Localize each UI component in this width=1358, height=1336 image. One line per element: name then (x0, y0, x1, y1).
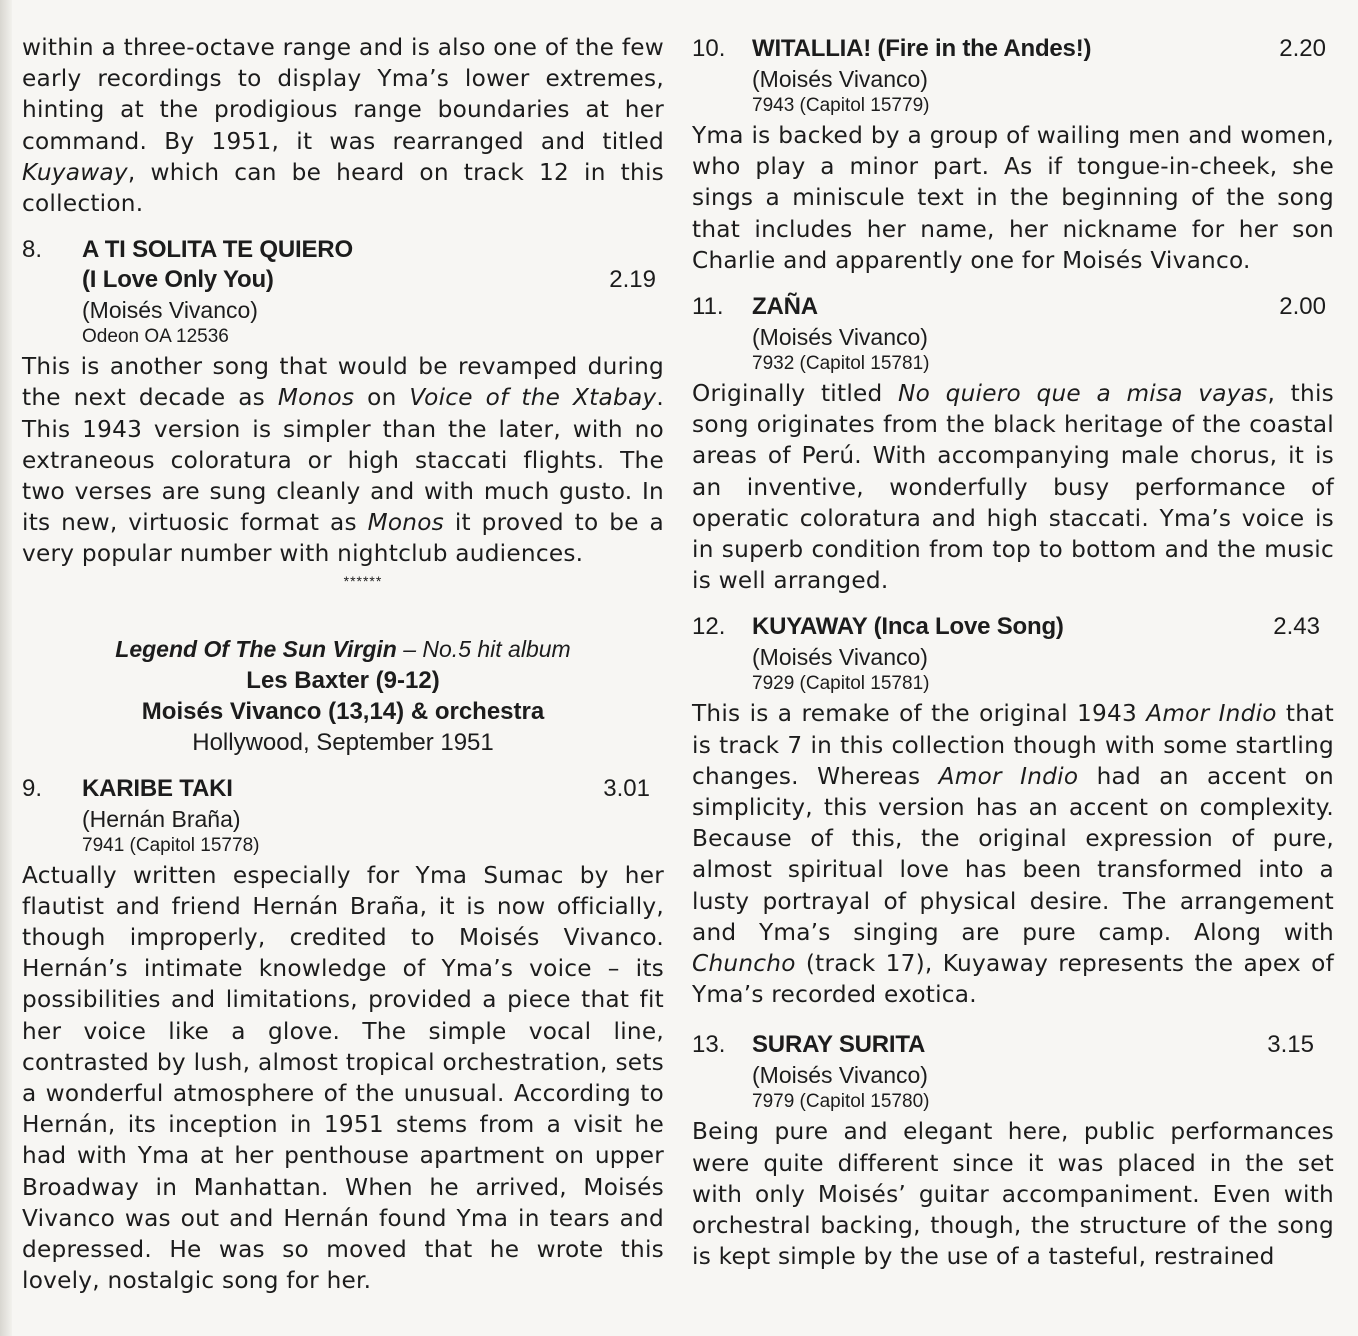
track-number: 13. (692, 1031, 726, 1059)
track-duration: 3.15 (1267, 1031, 1314, 1059)
track-8-title-row (22, 235, 664, 265)
desc-em: Voice of the Xtabay (409, 384, 657, 412)
album-title: Legend Of The Sun Virgin (115, 635, 397, 662)
track-10-title-row (692, 34, 1334, 64)
track-title: A TI SOLITA TE QUIERO (82, 236, 353, 264)
track-duration: 2.20 (1279, 35, 1326, 62)
track-composer: (Moisés Vivanco) (752, 644, 928, 671)
track-composer: (Moisés Vivanco) (752, 1062, 928, 1089)
track-number: 11. (692, 293, 724, 321)
right-column (692, 34, 1334, 1272)
track-12 (692, 612, 1334, 1010)
album-subtitle: – No.5 hit album (396, 635, 571, 662)
track-composer: (Moisés Vivanco) (752, 324, 928, 351)
desc-part: . This 1943 version is simpler than the later, with no extraneous coloratura or high staccati flights. The two verses are sung cleanly and with much gusto. In its new, virtuosic format as (22, 384, 665, 537)
track-catalog: 7932 (Capitol 15781) (752, 353, 930, 375)
track-duration: 3.01 (603, 774, 650, 802)
track-catalog: Odeon OA 12536 (82, 326, 229, 348)
track-subtitle: (I Love Only You) (82, 266, 274, 294)
desc-em: Amor Indio (938, 762, 1079, 790)
intro-text-em: Kuyaway (22, 158, 128, 186)
track-8-description (22, 351, 664, 569)
intro-text-2: , which can be heard on track 12 in this collection. (22, 158, 664, 218)
track-title: KARIBE TAKI (82, 774, 233, 802)
desc-em: Chuncho (692, 950, 796, 978)
track-title: KUYAWAY (Inca Love Song) (752, 613, 1064, 641)
track-10-description: Yma is backed by a group of wailing men and women, who play a minor part. As if tongue-in-cheek, she sings a miniscule text in the beginning of the song that includes her name, her nickname for her son Charlie and apparently one for Moisés Vivanco. (692, 122, 1334, 274)
album-title-line (22, 634, 664, 665)
desc-part: (track 17), Kuyaway represents the apex of Yma’s recorded exotica. (692, 950, 1334, 1009)
album-orchestra: Moisés Vivanco (13,14) & orchestra (141, 697, 545, 725)
track-12-title-row (692, 612, 1334, 642)
desc-em: No quiero que a misa vayas (898, 380, 1268, 408)
desc-part: Originally titled (692, 380, 899, 408)
album-location: Hollywood, September 1951 (192, 728, 494, 756)
track-11-description (692, 378, 1334, 596)
track-8-subtitle-row (22, 265, 664, 295)
track-catalog: 7943 (Capitol 15779) (752, 95, 930, 116)
desc-part: had an accent on simplicity, this version has an accent on complexity. Because of this, the original expression of pure, almost spiritual love has been transformed into a lusty portrayal of physical desire. The arrangement and Yma’s singing are pure camp. Along with (692, 762, 1334, 946)
desc-part: , this song originates from the black heritage of the coastal areas of Perú. With accompanying male chorus, it is an inventive, wonderfully busy performance of operatic coloratura and high staccati. Yma’s voice is in superb condition from top to bottom and the music is well arranged. (692, 380, 1334, 595)
separator-stars: ****** (343, 572, 383, 589)
track-13-title-row (692, 1030, 1334, 1060)
track-catalog: 7941 (Capitol 15778) (82, 834, 260, 856)
desc-em: Amor Indio (1146, 700, 1277, 728)
desc-part: it proved to be a very popular number with nightclub audiences. (22, 509, 664, 568)
track-title: WITALLIA! (Fire in the Andes!) (752, 35, 1092, 62)
track-composer: (Moisés Vivanco) (752, 66, 928, 92)
track-number: 8. (22, 236, 43, 264)
desc-part: that is track 7 in this collection though with some startling changes. Whereas (692, 700, 1334, 790)
album-header (22, 634, 664, 758)
intro-paragraph (22, 32, 664, 219)
track-number: 12. (692, 613, 726, 641)
track-duration: 2.00 (1279, 293, 1326, 321)
desc-part: This is a remake of the original 1943 (692, 700, 1147, 728)
left-column (22, 32, 664, 1296)
desc-part: This is another song that would be revamped during the next decade as (22, 353, 664, 412)
track-9 (22, 774, 664, 1297)
track-12-description (692, 698, 1334, 1010)
track-11-title-row (692, 292, 1334, 322)
track-catalog: 7929 (Capitol 15781) (752, 673, 930, 695)
track-title: ZAÑA (752, 293, 818, 321)
intro-text-1: within a three-octave range and is also one of the few early recordings to display Yma’s lower extremes, hinting at the prodigious range boundaries at her command. By 1951, it was rearranged and titled (22, 34, 664, 155)
track-composer: (Hernán Braña) (82, 805, 241, 832)
album-arranger: Les Baxter (9-12) (246, 666, 440, 694)
track-11 (692, 292, 1334, 596)
track-number: 9. (22, 774, 43, 802)
track-number: 10. (692, 35, 726, 62)
track-10 (692, 34, 1334, 276)
desc-part: on (354, 384, 410, 412)
track-composer: (Moisés Vivanco) (82, 297, 258, 324)
desc-em: Monos (277, 384, 355, 412)
track-13 (692, 1030, 1334, 1272)
track-9-title-row (22, 774, 664, 804)
desc-em: Monos (367, 509, 445, 537)
track-title: SURAY SURITA (752, 1031, 926, 1059)
booklet-spine-shadow (0, 0, 12, 1336)
track-8 (22, 235, 664, 569)
track-catalog: 7979 (Capitol 15780) (752, 1091, 930, 1113)
track-duration: 2.43 (1273, 613, 1320, 641)
track-9-description: Actually written especially for Yma Sumac by her flautist and friend Hernán Braña, it is now officially, though improperly, credited to Moisés Vivanco. Hernán’s intimate knowledge of Yma’s voice – its possibilities and limitations, provided a piece that fit her voice like a glove. The simple vocal line, contrasted by lush, almost tropical orchestration, sets a wonderful atmosphere of the unusual. According to Hernán, its inception in 1951 stems from a visit he had with Yma at her penthouse apartment on upper Broadway in Manhattan. When he arrived, Moisés Vivanco was out and Hernán found Yma in tears and depressed. He was so moved that he wrote this lovely, nostalgic song for her. (22, 861, 664, 1295)
track-13-description: Being pure and elegant here, public performances were quite different since it was placed in the set with only Moisés’ guitar accompaniment. Even with orchestral backing, though, the structure of the song is kept simple by the use of a tasteful, restrained (692, 1118, 1334, 1271)
track-duration: 2.19 (609, 266, 656, 294)
